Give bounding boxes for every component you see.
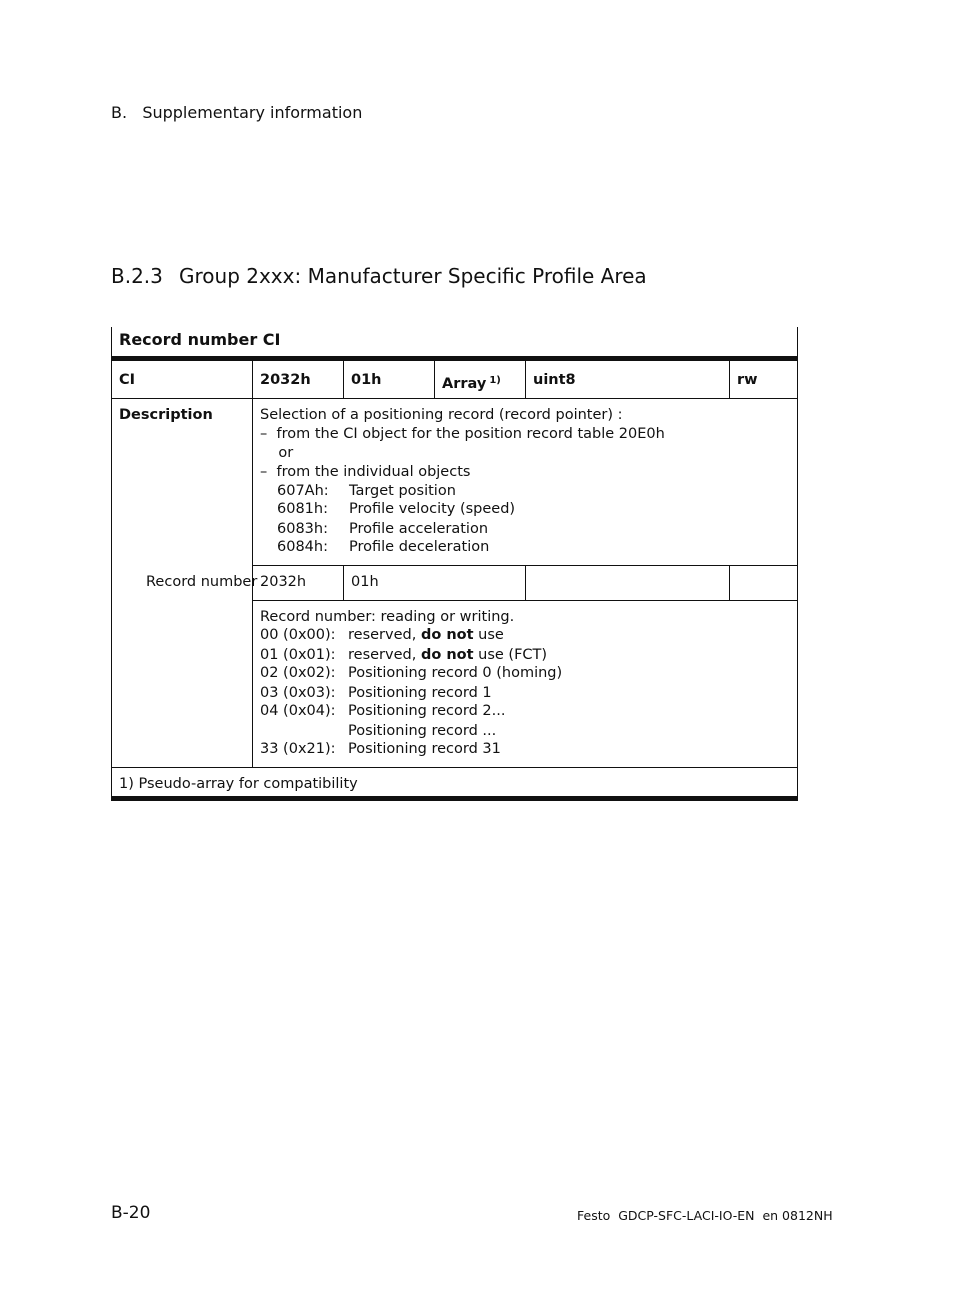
description-label: Description xyxy=(119,407,213,423)
description-line: – from the individual objects xyxy=(260,464,471,480)
header-ci: CI xyxy=(119,372,136,388)
header-type-label: Array xyxy=(442,376,487,392)
header-datatype: uint8 xyxy=(533,372,576,388)
section-heading xyxy=(111,264,647,288)
value-text: Positioning record ... xyxy=(348,723,497,739)
header-type-footnote-mark: 1) xyxy=(489,375,501,386)
value-code: 03 (0x03): xyxy=(260,685,336,701)
object-name: Target position xyxy=(349,483,456,499)
value-text: Positioning record 31 xyxy=(348,741,501,757)
value-text: reserved, do not use (FCT) xyxy=(348,647,548,663)
object-name: Profile acceleration xyxy=(349,521,489,537)
record-row-subindex: 01h xyxy=(351,574,379,590)
value-text: Positioning record 2... xyxy=(348,703,506,719)
object-code: 6083h: xyxy=(277,521,328,537)
value-code: 04 (0x04): xyxy=(260,703,336,719)
values-intro: Record number: reading or writing. xyxy=(260,609,515,625)
value-code: 01 (0x01): xyxy=(260,647,336,663)
page-number: B-20 xyxy=(111,1203,151,1223)
object-code: 6081h: xyxy=(277,501,328,517)
record-row-label: Record number xyxy=(146,574,258,590)
section-title: Group 2xxx: Manufacturer Specific Profile Area xyxy=(179,264,647,288)
header-type xyxy=(442,371,501,394)
header-index: 2032h xyxy=(260,372,311,388)
table-footnote: 1) Pseudo-array for compatibility xyxy=(119,776,358,792)
object-code: 607Ah: xyxy=(277,483,329,499)
section-number: B.2.3 xyxy=(111,264,163,288)
value-text: Positioning record 1 xyxy=(348,685,492,701)
table-title: Record number CI xyxy=(119,330,281,349)
description-line: Selection of a positioning record (record pointer) : xyxy=(260,407,623,423)
document-id: Festo GDCP-SFC-LACI-IO-EN en 0812NH xyxy=(577,1208,833,1223)
header-subindex: 01h xyxy=(351,372,382,388)
value-text: reserved, do not use xyxy=(348,627,504,643)
description-line: – from the CI object for the position record table 20E0h xyxy=(260,426,665,442)
header-access: rw xyxy=(737,372,758,388)
value-code: 00 (0x00): xyxy=(260,627,336,643)
description-line: or xyxy=(260,445,294,461)
object-code: 6084h: xyxy=(277,539,328,555)
value-code: 02 (0x02): xyxy=(260,665,336,681)
value-code: 33 (0x21): xyxy=(260,741,336,757)
running-head: B. Supplementary information xyxy=(111,103,363,122)
record-row-index: 2032h xyxy=(260,574,307,590)
object-name: Profile deceleration xyxy=(349,539,490,555)
value-text: Positioning record 0 (homing) xyxy=(348,665,563,681)
object-name: Profile velocity (speed) xyxy=(349,501,516,517)
